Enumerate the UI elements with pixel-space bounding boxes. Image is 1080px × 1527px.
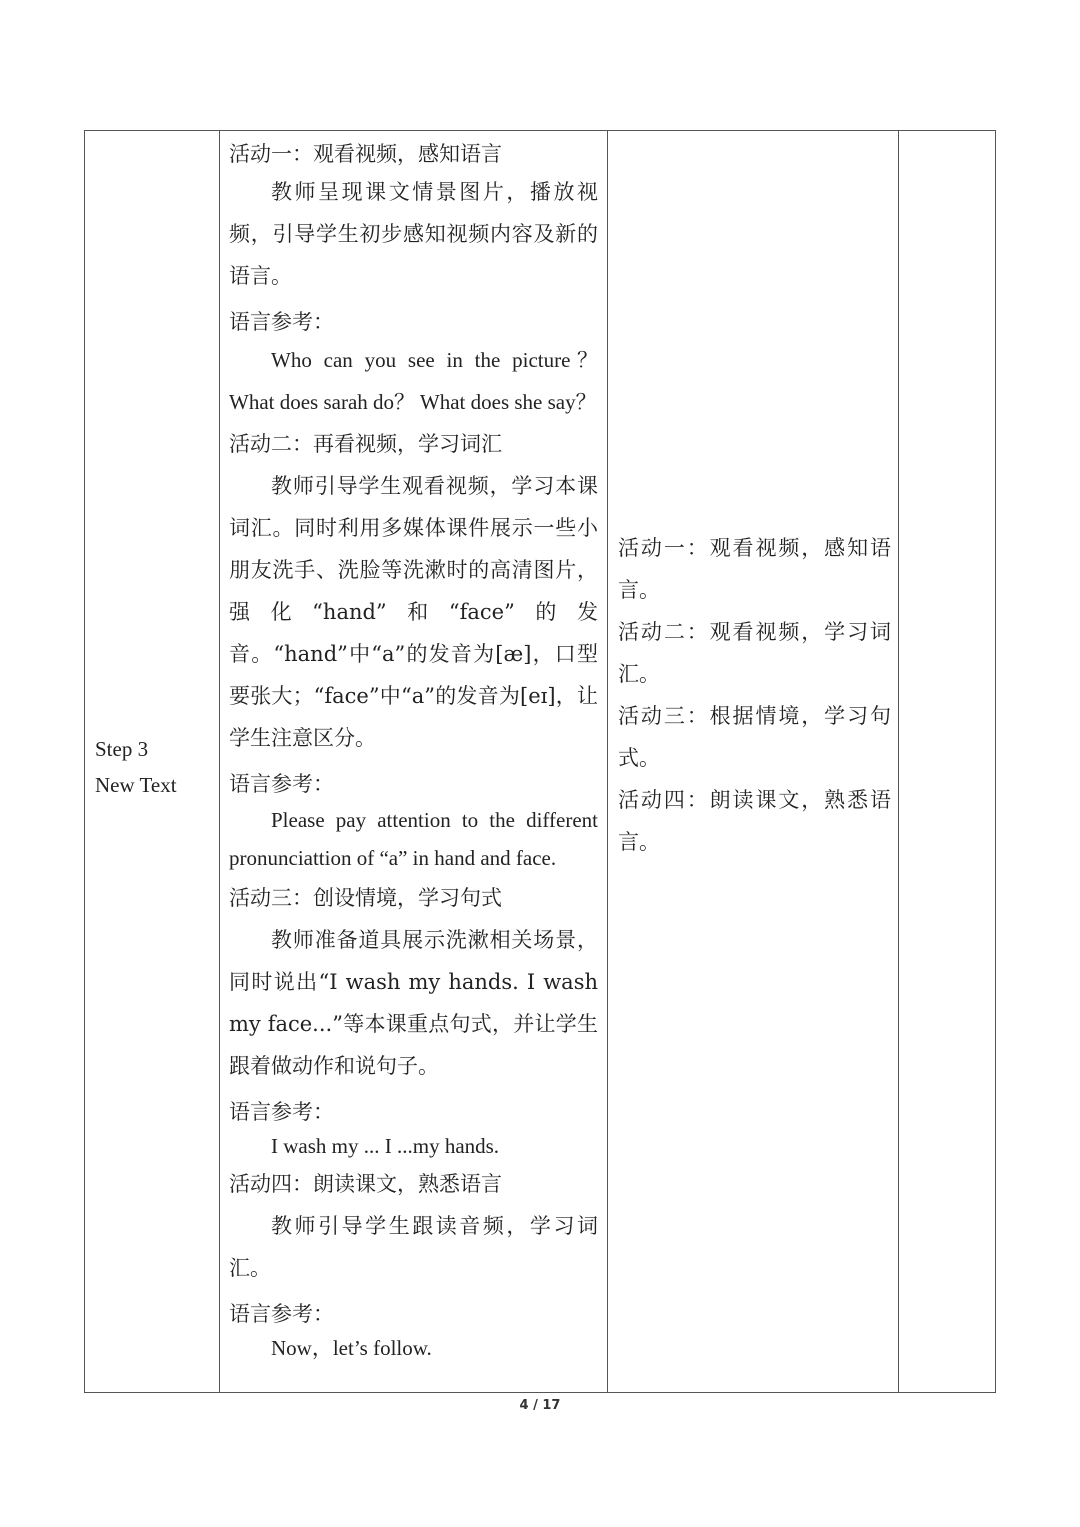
activity-4-title: 活动四：朗读课文，熟悉语言 — [229, 1172, 502, 1196]
activity-4-ref-text: Now，let’s follow. — [271, 1336, 432, 1360]
activity-3-title: 活动三：创设情境，学习句式 — [229, 886, 502, 910]
summary-item-1: 活动一：观看视频，感知语言。 — [618, 536, 891, 602]
activity-3-ref-label: 语言参考： — [229, 1100, 334, 1124]
activity-2-ref-label: 语言参考： — [229, 772, 334, 796]
lesson-table — [84, 130, 996, 1393]
step-title: New Text — [95, 773, 177, 797]
activity-1-desc: 教师呈现课文情景图片，播放视频，引导学生初步感知视频内容及新的语言。 — [229, 180, 598, 288]
activity-3-ref-text: I wash my ... I ...my hands. — [271, 1134, 500, 1158]
activity-4-ref-label: 语言参考： — [229, 1302, 334, 1326]
empty-cell — [899, 131, 995, 1392]
activity-summary-cell — [608, 131, 899, 1392]
step-number: Step 3 — [95, 737, 149, 761]
activity-1-title: 活动一：观看视频，感知语言 — [229, 142, 502, 166]
activity-4-desc: 教师引导学生跟读音频，学习词汇。 — [229, 1214, 598, 1280]
page-number: 4 / 17 — [519, 1398, 561, 1413]
activity-1-ref-text: Who can you see in the picture？ What does sarah do？ What does she say？ — [229, 348, 598, 414]
activity-1-ref-label: 语言参考： — [229, 310, 334, 334]
activity-2-ref-text: Please pay attention to the different pronunciattion of “a” in hand and face. — [229, 808, 598, 870]
summary-item-2: 活动二：观看视频，学习词汇。 — [618, 620, 891, 686]
activity-description-cell — [219, 131, 608, 1392]
step-cell — [85, 131, 219, 1392]
summary-item-3: 活动三：根据情境，学习句式。 — [618, 704, 891, 770]
activity-2-title: 活动二：再看视频，学习词汇 — [229, 432, 502, 456]
activity-2-desc: 教师引导学生观看视频，学习本课词汇。同时利用多媒体课件展示一些小朋友洗手、洗脸等洗漱时的高清图片，强化“hand”和“face”的发音。“hand”中“a”的发音为[æ]，口型要张大；“face”中“a”的发音为[eɪ]，让学生注意区分。 — [229, 474, 598, 750]
activity-3-desc: 教师准备道具展示洗漱相关场景，同时说出“I wash my hands. I wash my face...”等本课重点句式，并让学生跟着做动作和说句子。 — [229, 928, 598, 1078]
summary-item-4: 活动四：朗读课文，熟悉语言。 — [618, 788, 891, 854]
